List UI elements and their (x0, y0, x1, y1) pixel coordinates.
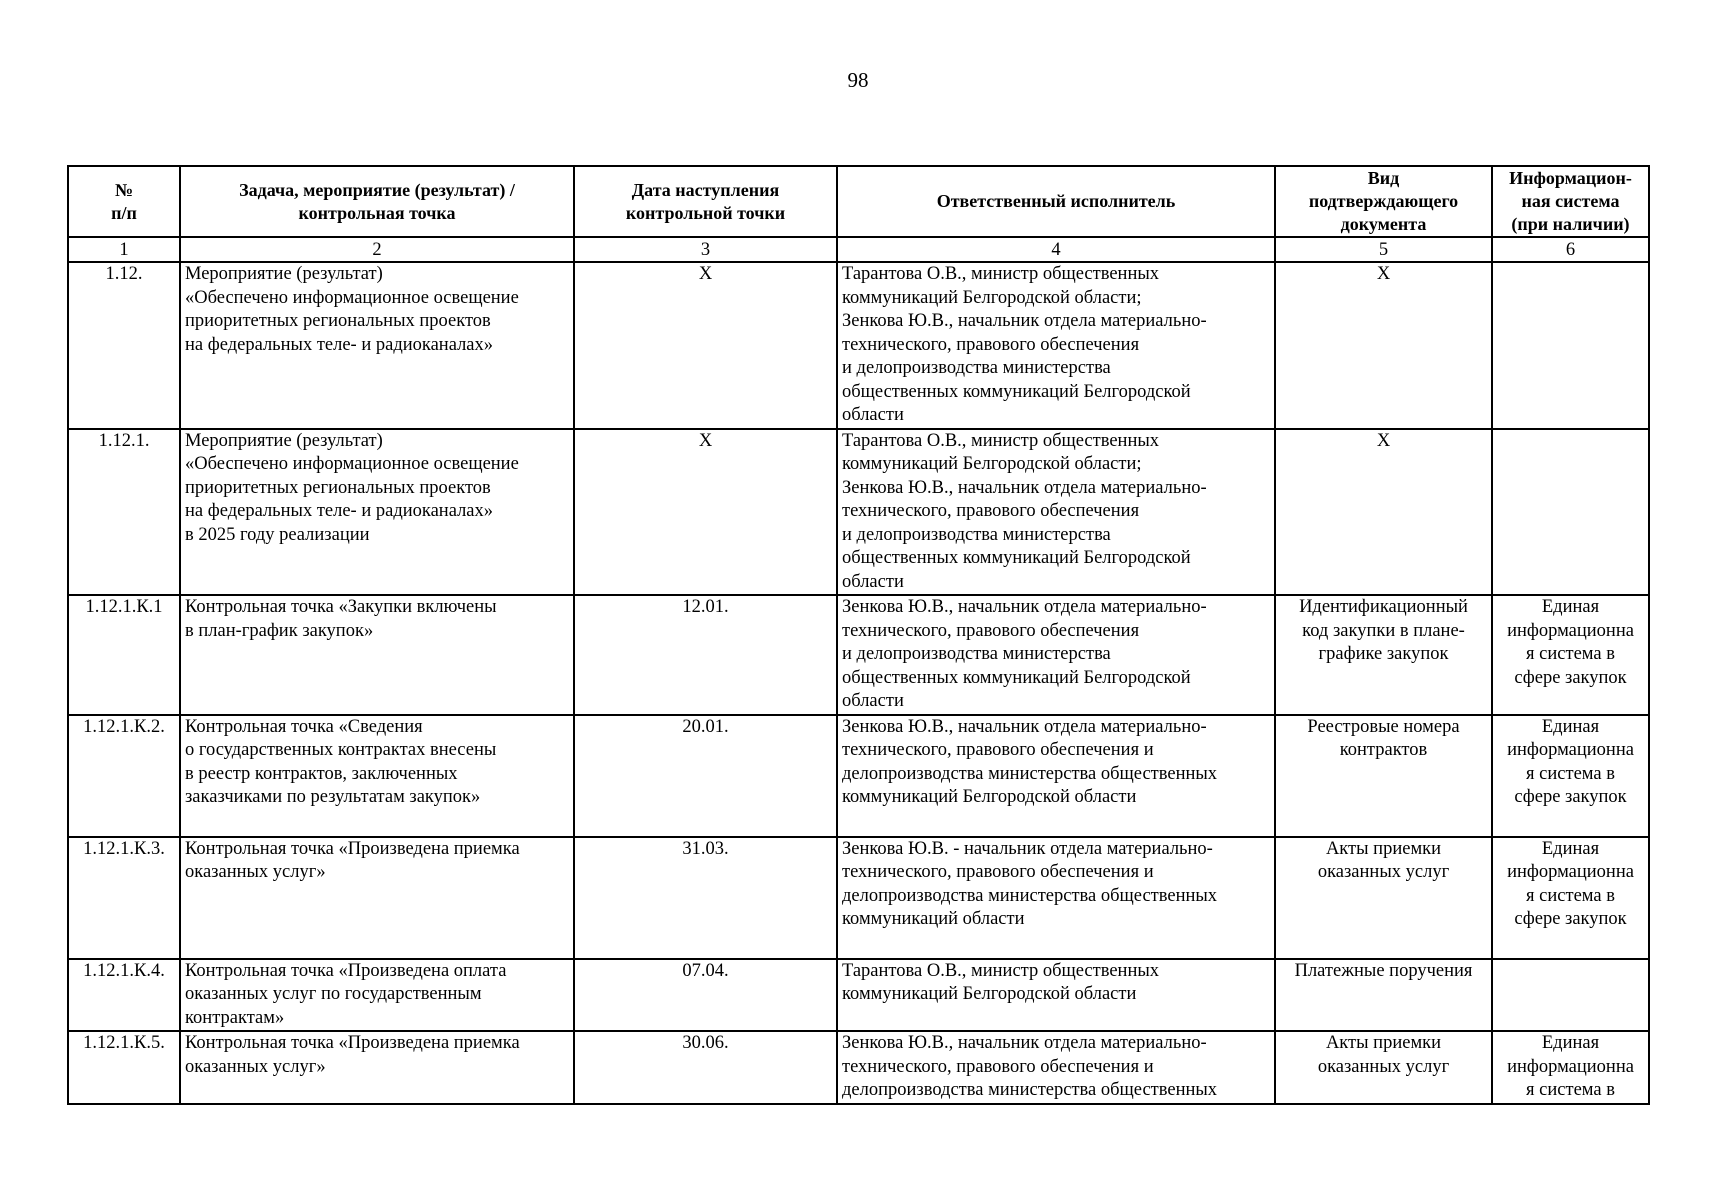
column-index: 5 (1275, 237, 1492, 262)
row-system: Единая информационна я система в сфере закупок (1492, 595, 1649, 715)
row-document: Акты приемки оказанных услуг (1275, 837, 1492, 959)
row-document: Платежные поручения (1275, 959, 1492, 1032)
row-system: Единая информационна я система в сфере закупок (1492, 837, 1649, 959)
row-date: Х (574, 262, 837, 429)
column-index: 4 (837, 237, 1275, 262)
row-task: Контрольная точка «Сведения о государственных контрактах внесены в реестр контрактов, заключенных заказчиками по результатам закупок» (180, 715, 574, 837)
row-number: 1.12. (68, 262, 180, 429)
row-document: Реестровые номера контрактов (1275, 715, 1492, 837)
header-date: Дата наступления контрольной точки (574, 166, 837, 237)
table-row (68, 959, 1649, 1032)
row-task: Контрольная точка «Произведена оплата оказанных услуг по государственным контрактам» (180, 959, 574, 1032)
row-number: 1.12.1.К.4. (68, 959, 180, 1032)
row-task: Контрольная точка «Произведена приемка оказанных услуг» (180, 1031, 574, 1104)
row-system (1492, 429, 1649, 596)
header-task: Задача, мероприятие (результат) / контрольная точка (180, 166, 574, 237)
row-date: 07.04. (574, 959, 837, 1032)
row-date: 20.01. (574, 715, 837, 837)
row-number: 1.12.1.К.3. (68, 837, 180, 959)
table-row (68, 837, 1649, 959)
column-index: 2 (180, 237, 574, 262)
control-points-table (67, 165, 1650, 1105)
row-system (1492, 262, 1649, 429)
table-row (68, 1031, 1649, 1104)
row-responsible: Зенкова Ю.В., начальник отдела материально- технического, правового обеспечения и делопроизводства министерства общественных коммуникаций Белгородской области (837, 595, 1275, 715)
row-number: 1.12.1.К.5. (68, 1031, 180, 1104)
column-index-row (68, 237, 1649, 262)
row-number: 1.12.1.К.1 (68, 595, 180, 715)
row-system (1492, 959, 1649, 1032)
table-row (68, 715, 1649, 837)
row-document: Акты приемки оказанных услуг (1275, 1031, 1492, 1104)
row-task: Мероприятие (результат) «Обеспечено информационное освещение приоритетных региональных проектов на федеральных теле- и радиоканалах» в 2025 году реализации (180, 429, 574, 596)
table-header-row (68, 166, 1649, 237)
row-number: 1.12.1. (68, 429, 180, 596)
row-task: Мероприятие (результат) «Обеспечено информационное освещение приоритетных региональных проектов на федеральных теле- и радиоканалах» (180, 262, 574, 429)
row-system: Единая информационна я система в сфере закупок (1492, 715, 1649, 837)
row-responsible: Зенкова Ю.В. - начальник отдела материально- технического, правового обеспечения и делопроизводства министерства общественных коммуникаций области (837, 837, 1275, 959)
row-date: 30.06. (574, 1031, 837, 1104)
header-system: Информацион- ная система (при наличии) (1492, 166, 1649, 237)
row-system: Единая информационна я система в (1492, 1031, 1649, 1104)
row-document: Х (1275, 429, 1492, 596)
row-date: Х (574, 429, 837, 596)
row-date: 12.01. (574, 595, 837, 715)
row-responsible: Зенкова Ю.В., начальник отдела материально- технического, правового обеспечения и делопроизводства министерства общественных коммуникаций Белгородской области (837, 715, 1275, 837)
table-row (68, 262, 1649, 429)
row-date: 31.03. (574, 837, 837, 959)
column-index: 3 (574, 237, 837, 262)
row-responsible: Зенкова Ю.В., начальник отдела материально- технического, правового обеспечения и делопроизводства министерства общественных (837, 1031, 1275, 1104)
header-responsible: Ответственный исполнитель (837, 166, 1275, 237)
header-num: № п/п (68, 166, 180, 237)
row-document: Х (1275, 262, 1492, 429)
header-document: Вид подтверждающего документа (1275, 166, 1492, 237)
table-row (68, 595, 1649, 715)
row-responsible: Тарантова О.В., министр общественных коммуникаций Белгородской области; Зенкова Ю.В., начальник отдела материально- технического, правового обеспечения и делопроизводства министерства общественных коммуникаций Белгородской области (837, 262, 1275, 429)
column-index: 6 (1492, 237, 1649, 262)
row-task: Контрольная точка «Произведена приемка оказанных услуг» (180, 837, 574, 959)
row-number: 1.12.1.К.2. (68, 715, 180, 837)
table-row (68, 429, 1649, 596)
row-document: Идентификационный код закупки в плане- графике закупок (1275, 595, 1492, 715)
column-index: 1 (68, 237, 180, 262)
row-responsible: Тарантова О.В., министр общественных коммуникаций Белгородской области; Зенкова Ю.В., начальник отдела материально- технического, правового обеспечения и делопроизводства министерства общественных коммуникаций Белгородской области (837, 429, 1275, 596)
page-number: 98 (847, 68, 869, 92)
row-responsible: Тарантова О.В., министр общественных коммуникаций Белгородской области (837, 959, 1275, 1032)
row-task: Контрольная точка «Закупки включены в план-график закупок» (180, 595, 574, 715)
